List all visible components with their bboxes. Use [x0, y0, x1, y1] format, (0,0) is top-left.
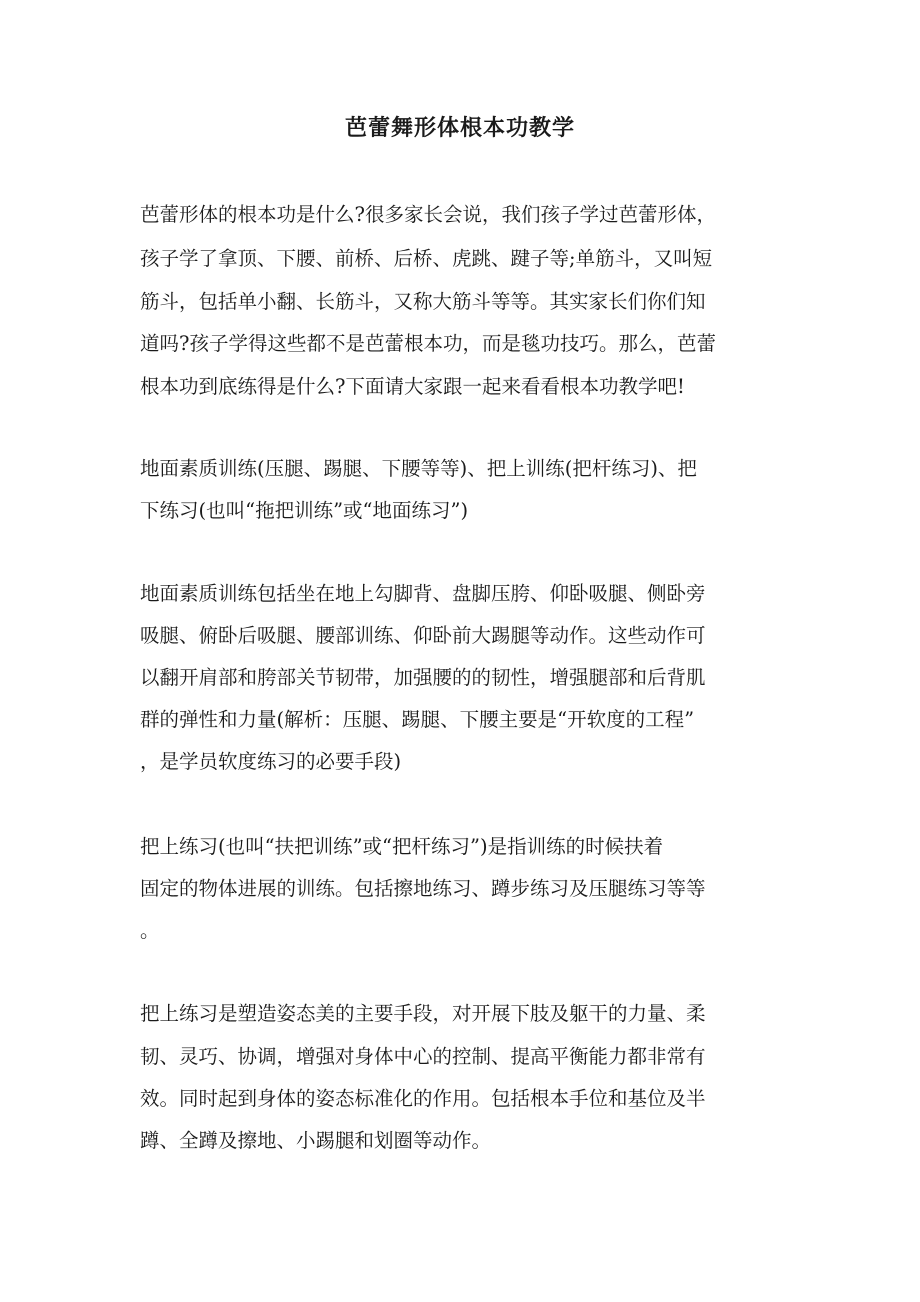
- paragraph-1-line-1: 芭蕾形体的根本功是什么?很多家长会说，我们孩子学过芭蕾形体，: [140, 203, 716, 226]
- paragraph-4-line-3: 。: [140, 919, 160, 942]
- paragraph-5-line-3: 效。同时起到身体的姿态标准化的作用。包括根本手位和基位及半: [140, 1087, 706, 1110]
- paragraph-5-line-4: 蹲、全蹲及擦地、小踢腿和划圈等动作。: [140, 1129, 492, 1152]
- paragraph-3-line-3: 以翻开肩部和胯部关节韧带，加强腰的的韧性，增强腿部和后背肌: [140, 666, 706, 689]
- paragraph-1-line-4: 道吗?孩子学得这些都不是芭蕾根本功，而是毯功技巧。那么，芭蕾: [140, 332, 716, 355]
- paragraph-5-line-2: 韧、灵巧、协调，增强对身体中心的控制、提高平衡能力都非常有: [140, 1045, 706, 1068]
- paragraph-3-line-2: 吸腿、俯卧后吸腿、腰部训练、仰卧前大踢腿等动作。这些动作可: [140, 624, 706, 647]
- paragraph-1-line-3: 筋斗，包括单小翻、长筋斗，又称大筋斗等等。其实家长们你们知: [140, 290, 706, 313]
- paragraph-1-line-2: 孩子学了拿顶、下腰、前桥、后桥、虎跳、踺子等;单筋斗，又叫短: [140, 247, 713, 270]
- paragraph-3-line-1: 地面素质训练包括坐在地上勾脚背、盘脚压胯、仰卧吸腿、侧卧旁: [140, 582, 706, 605]
- paragraph-1-line-5: 根本功到底练得是什么?下面请大家跟一起来看看根本功教学吧!: [140, 375, 685, 398]
- paragraph-4-line-2: 固定的物体进展的训练。包括擦地练习、蹲步练习及压腿练习等等: [140, 877, 706, 900]
- paragraph-3-line-4: 群的弹性和力量(解析：压腿、踢腿、下腰主要是“开软度的工程”: [140, 708, 695, 731]
- paragraph-3-line-5: ，是学员软度练习的必要手段): [140, 750, 402, 773]
- paragraph-4-line-1: 把上练习(也叫“扶把训练”或“把杆练习”)是指训练的时候扶着: [140, 835, 664, 858]
- paragraph-5-line-1: 把上练习是塑造姿态美的主要手段，对开展下肢及躯干的力量、柔: [140, 1002, 706, 1025]
- paragraph-2-line-1: 地面素质训练(压腿、踢腿、下腰等等)、把上训练(把杆练习)、把: [140, 457, 697, 480]
- document-title: 芭蕾舞形体根本功教学: [344, 115, 575, 141]
- paragraph-2-line-2: 下练习(也叫“拖把训练”或“地面练习”): [140, 499, 469, 522]
